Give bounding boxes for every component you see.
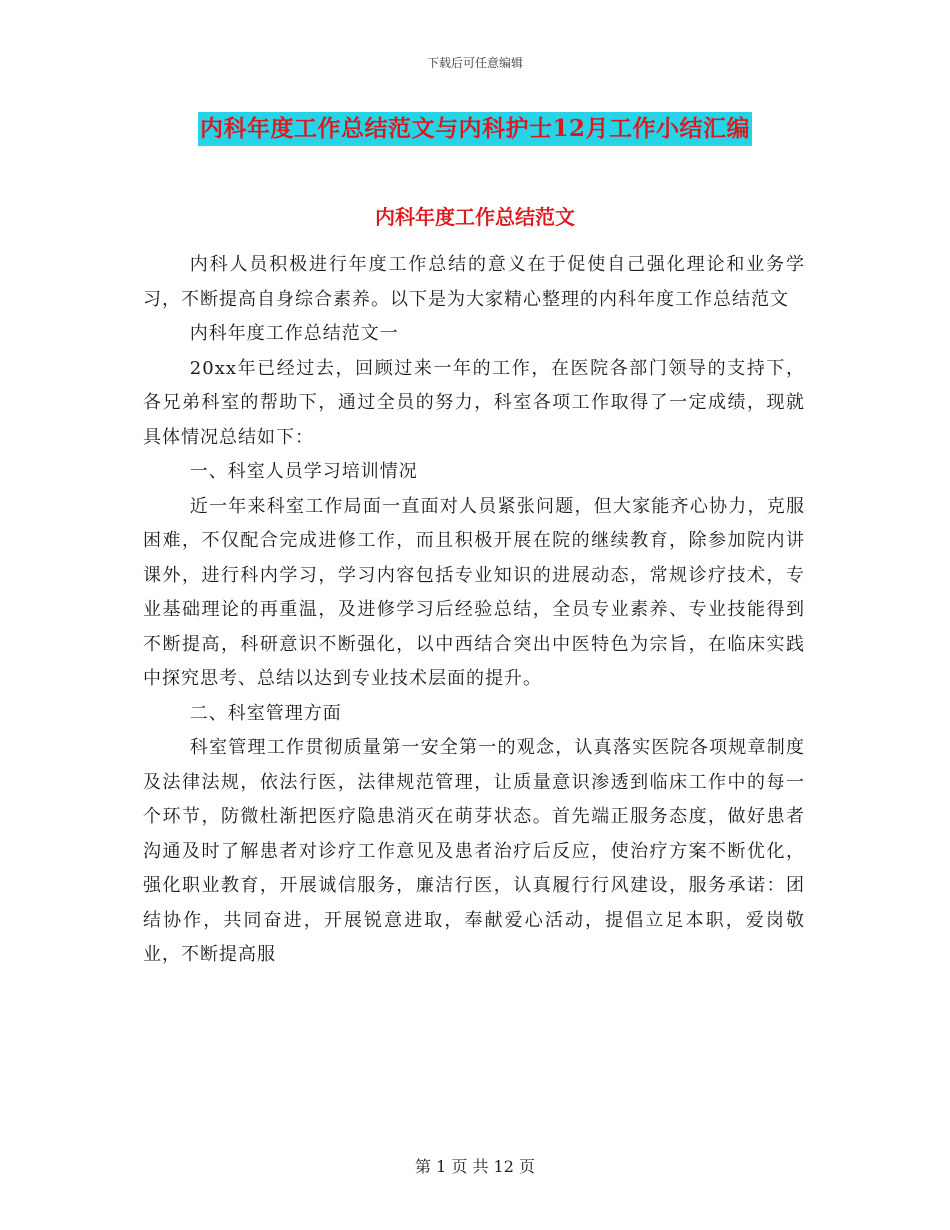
section-title: 内科年度工作总结范文 (375, 205, 575, 229)
paragraph-subtitle: 内科年度工作总结范文一 (189, 323, 399, 344)
paragraph-intro: 内科人员积极进行年度工作总结的意义在于促使自己强化理论和业务学习，不断提高自身综合素养。以下是为大家精心整理的内科年度工作总结范文 (143, 254, 805, 310)
heading-training: 一、科室人员学习培训情况 (189, 461, 418, 482)
page-number: 第 1 页 共 12 页 (415, 1157, 535, 1176)
paragraph-management: 科室管理工作贯彻质量第一安全第一的观念，认真落实医院各项规章制度及法律法规，依法行医，法律规范管理，让质量意识渗透到临床工作中的每一个环节，防微杜渐把医疗隐患消灭在萌芽状态。首先端正服务态度，做好患者沟通及时了解患者对诊疗工作意见及患者治疗后反应，使治疗方案不断优化，强化职业教育，开展诚信服务，廉洁行医，认真履行行风建设，服务承诺：团结协作，共同奋进，开展锐意进取，奉献爱心活动，提倡立足本职，爱岗敬业，不断提高服 (143, 737, 805, 965)
paragraph-overview: 20xx年已经过去，回顾过来一年的工作，在医院各部门领导的支持下，各兄弟科室的帮助下，通过全员的努力，科室各项工作取得了一定成绩，现就具体情况总结如下： (143, 357, 805, 448)
document-title: 内科年度工作总结范文与内科护士12月工作小结汇编 (198, 112, 752, 146)
heading-management: 二、科室管理方面 (189, 702, 342, 724)
page-header-note: 下载后可任意编辑 (426, 56, 523, 70)
document-body (143, 248, 805, 973)
paragraph-training: 近一年来科室工作局面一直面对人员紧张问题，但大家能齐心协力，克服困难，不仅配合完成进修工作，而且积极开展在院的继续教育，除参加院内讲课外，进行科内学习，学习内容包括专业知识的进展动态，常规诊疗技术，专业基础理论的再重温，及进修学习后经验总结，全员专业素养、专业技能得到不断提高，科研意识不断强化，以中西结合突出中医特色为宗旨，在临床实践中探究思考、总结以达到专业技术层面的提升。 (143, 495, 805, 689)
document-title-container (0, 112, 950, 146)
